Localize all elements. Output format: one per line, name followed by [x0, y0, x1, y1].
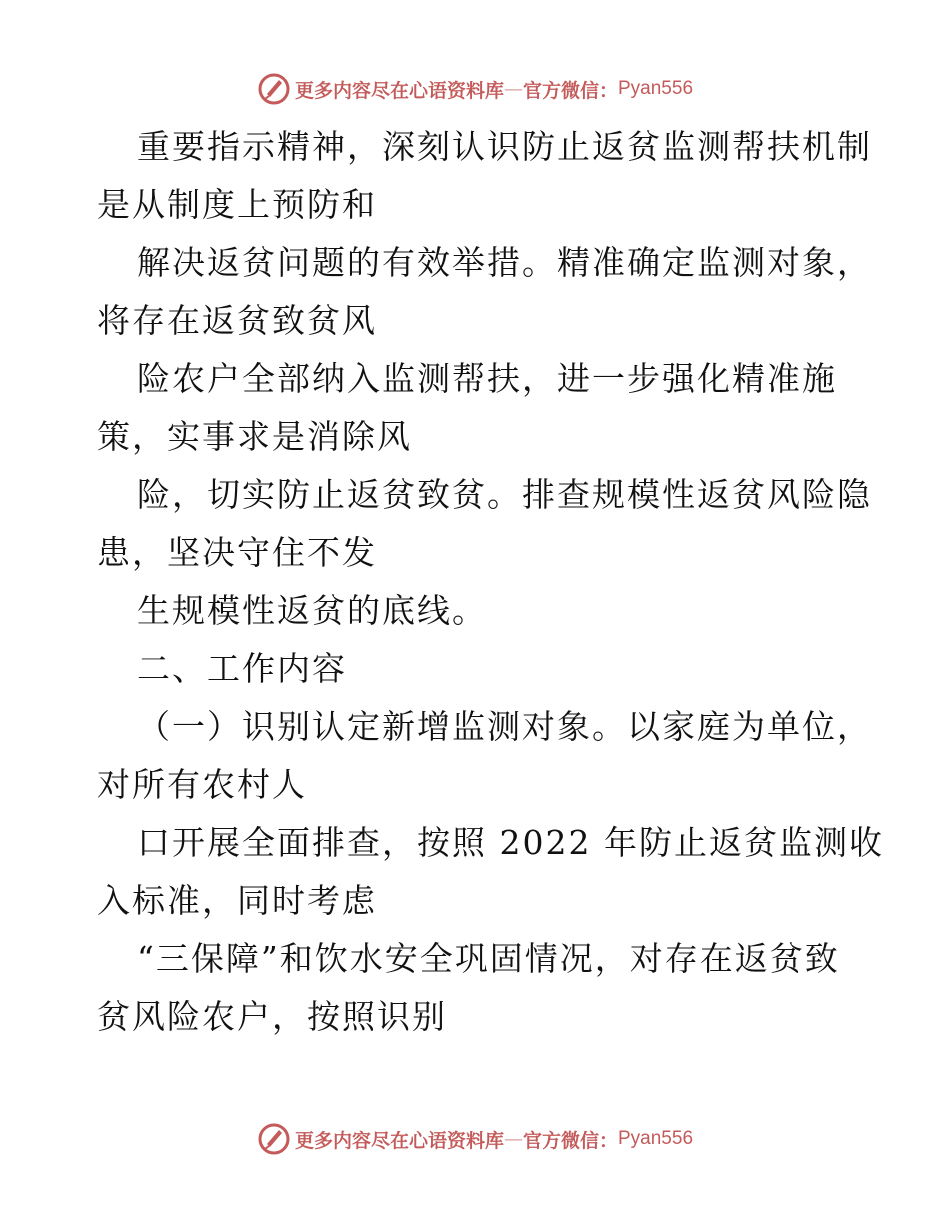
text-line: 策，实事求是消除风: [97, 417, 412, 456]
text-line: 是从制度上预防和: [97, 185, 377, 224]
text-line: 解决返贫问题的有效举措。精准确定监测对象，: [137, 243, 872, 282]
text-line: 二、工作内容: [137, 649, 347, 688]
text-line: 对所有农村人: [97, 765, 307, 804]
text-line: 生规模性返贫的底线。: [137, 591, 487, 630]
text-line: 贫风险农户，按照识别: [97, 997, 447, 1036]
watermark-header: [0, 71, 950, 107]
document-body: [97, 118, 884, 1046]
watermark-account: Pyan556: [618, 1128, 694, 1149]
brand-logo-icon: [257, 1122, 291, 1156]
watermark-official: 官方微信：: [522, 79, 618, 102]
text-line: 患，坚决守住不发: [97, 533, 377, 572]
watermark-separator: —: [503, 78, 523, 100]
watermark-text: 更多内容尽在心语资料库: [294, 79, 504, 102]
text-line: 险农户全部纳入监测帮扶，进一步强化精准施: [137, 359, 837, 398]
text-line: “三保障”和饮水安全巩固情况，对存在返贫致: [137, 939, 840, 978]
watermark-text: 更多内容尽在心语资料库: [294, 1129, 504, 1152]
text-line: 入标准，同时考虑: [97, 881, 377, 920]
watermark-separator: —: [503, 1128, 523, 1150]
watermark-account: Pyan556: [618, 78, 694, 99]
text-line: 重要指示精神，深刻认识防止返贫监测帮扶机制: [137, 127, 872, 166]
watermark-footer: [0, 1121, 950, 1157]
brand-logo-icon: [257, 72, 291, 106]
text-line: 口开展全面排查，按照 2022 年防止返贫监测收: [137, 823, 884, 862]
watermark-official: 官方微信：: [522, 1129, 618, 1152]
text-line: （一）识别认定新增监测对象。以家庭为单位，: [137, 707, 872, 746]
text-line: 险，切实防止返贫致贫。排查规模性返贫风险隐: [137, 475, 872, 514]
text-line: 将存在返贫致贫风: [97, 301, 377, 340]
